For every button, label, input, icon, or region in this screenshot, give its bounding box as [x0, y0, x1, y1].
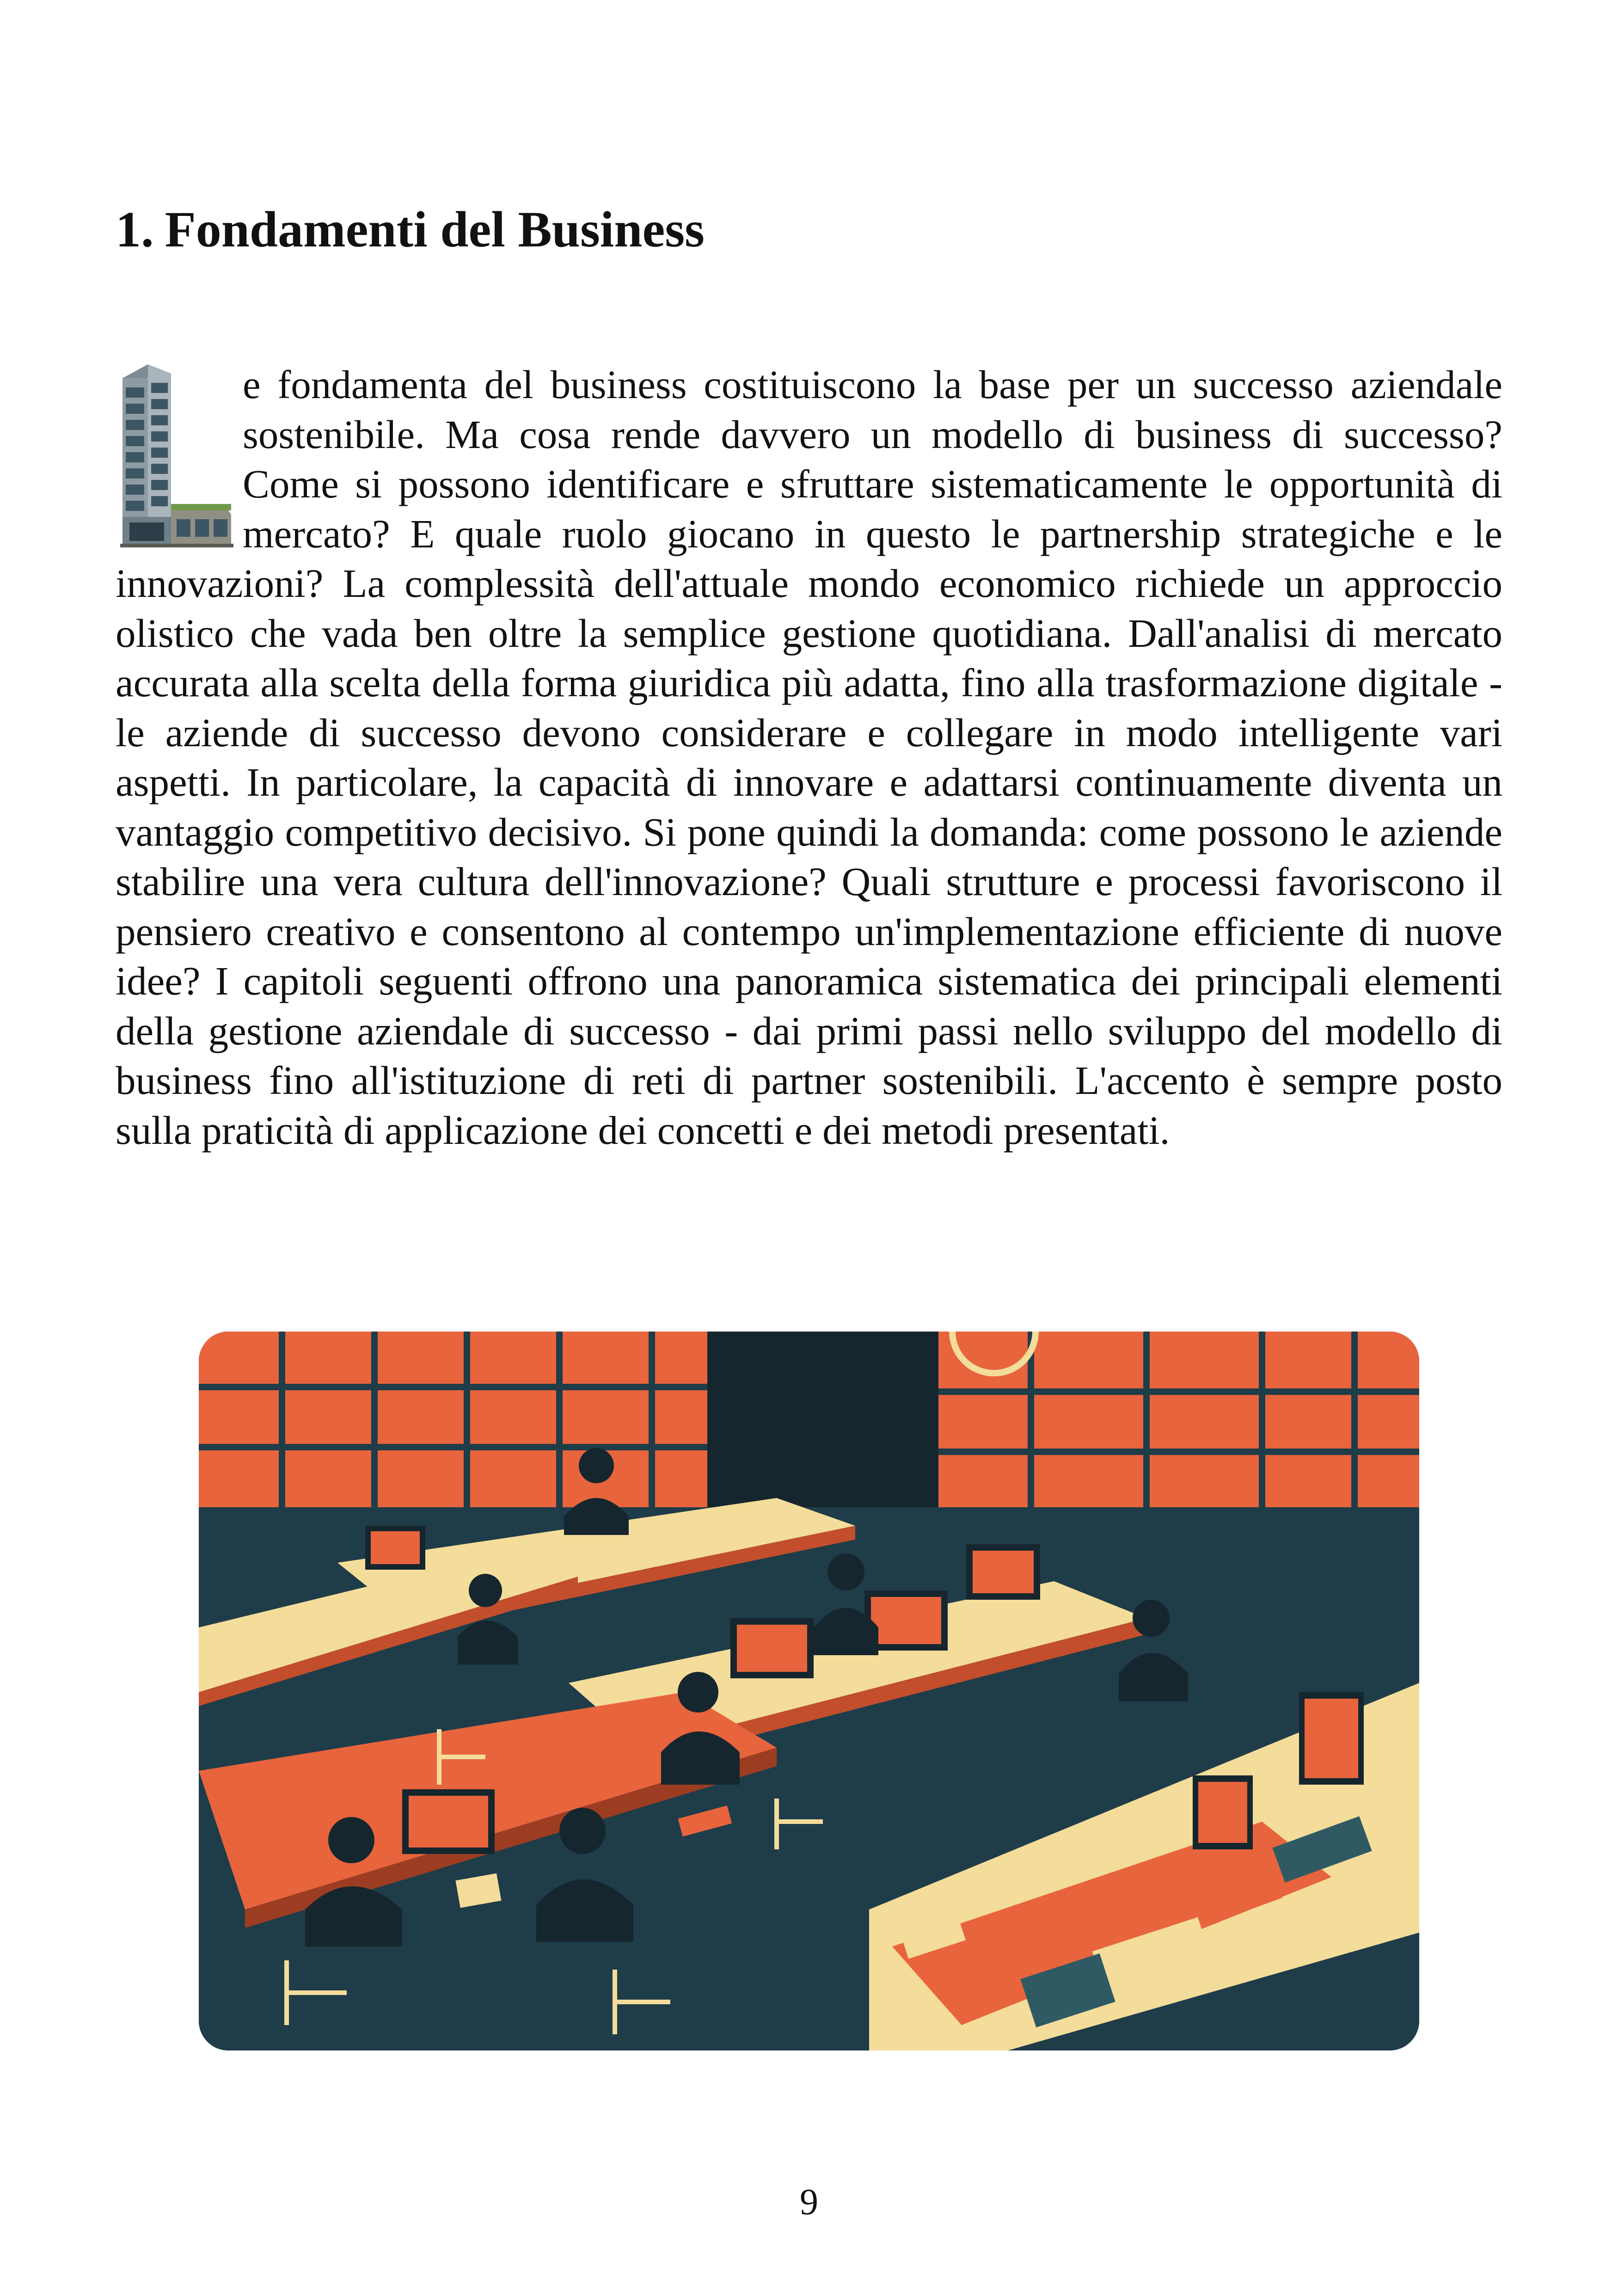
chapter-heading: [116, 199, 705, 260]
building-letter-l-icon: [116, 360, 233, 554]
office-workspace-illustration: [199, 1332, 1419, 2050]
intro-paragraph: [116, 360, 1502, 1155]
page-number: 9: [800, 2182, 818, 2222]
chapter-number: 1.: [116, 201, 154, 258]
chapter-title: Fondamenti del Business: [165, 201, 705, 258]
intro-text: e fondamenta del business costituiscono la base per un successo aziendale sostenibile. Ma cosa rende davvero un modello di business di successo? Come si possono identificare e sfruttare sistematicamente le opportunità di mercato? E quale ruolo giocano in questo le partnership strategiche e le innovazioni? La complessità dell'attuale mondo economico richiede un approccio olistico che vada ben oltre la semplice gestione quotidiana. Dall'analisi di mercato accurata alla scelta della forma giuridica più adatta, fino alla trasformazione digitale - le aziende di successo devono considerare e collegare in modo intelligente vari aspetti. In particolare, la capacità di innovare e adattarsi continuamente diventa un vantaggio competitivo decisivo. Si pone quindi la domanda: come possono le aziende stabilire una vera cultura dell'innovazione? Quali strutture e processi favoriscono il pensiero creativo e consentono al contempo un'implementazione efficiente di nuove idee? I capitoli seguenti offrono una panoramica sistematica dei principali elementi della gestione aziendale di successo - dai primi passi nello sviluppo del modello di business fino all'istituzione di reti di partner sostenibili. L'accento è sempre posto sulla praticità di applicazione dei concetti e dei metodi presentati.: [116, 362, 1502, 1153]
